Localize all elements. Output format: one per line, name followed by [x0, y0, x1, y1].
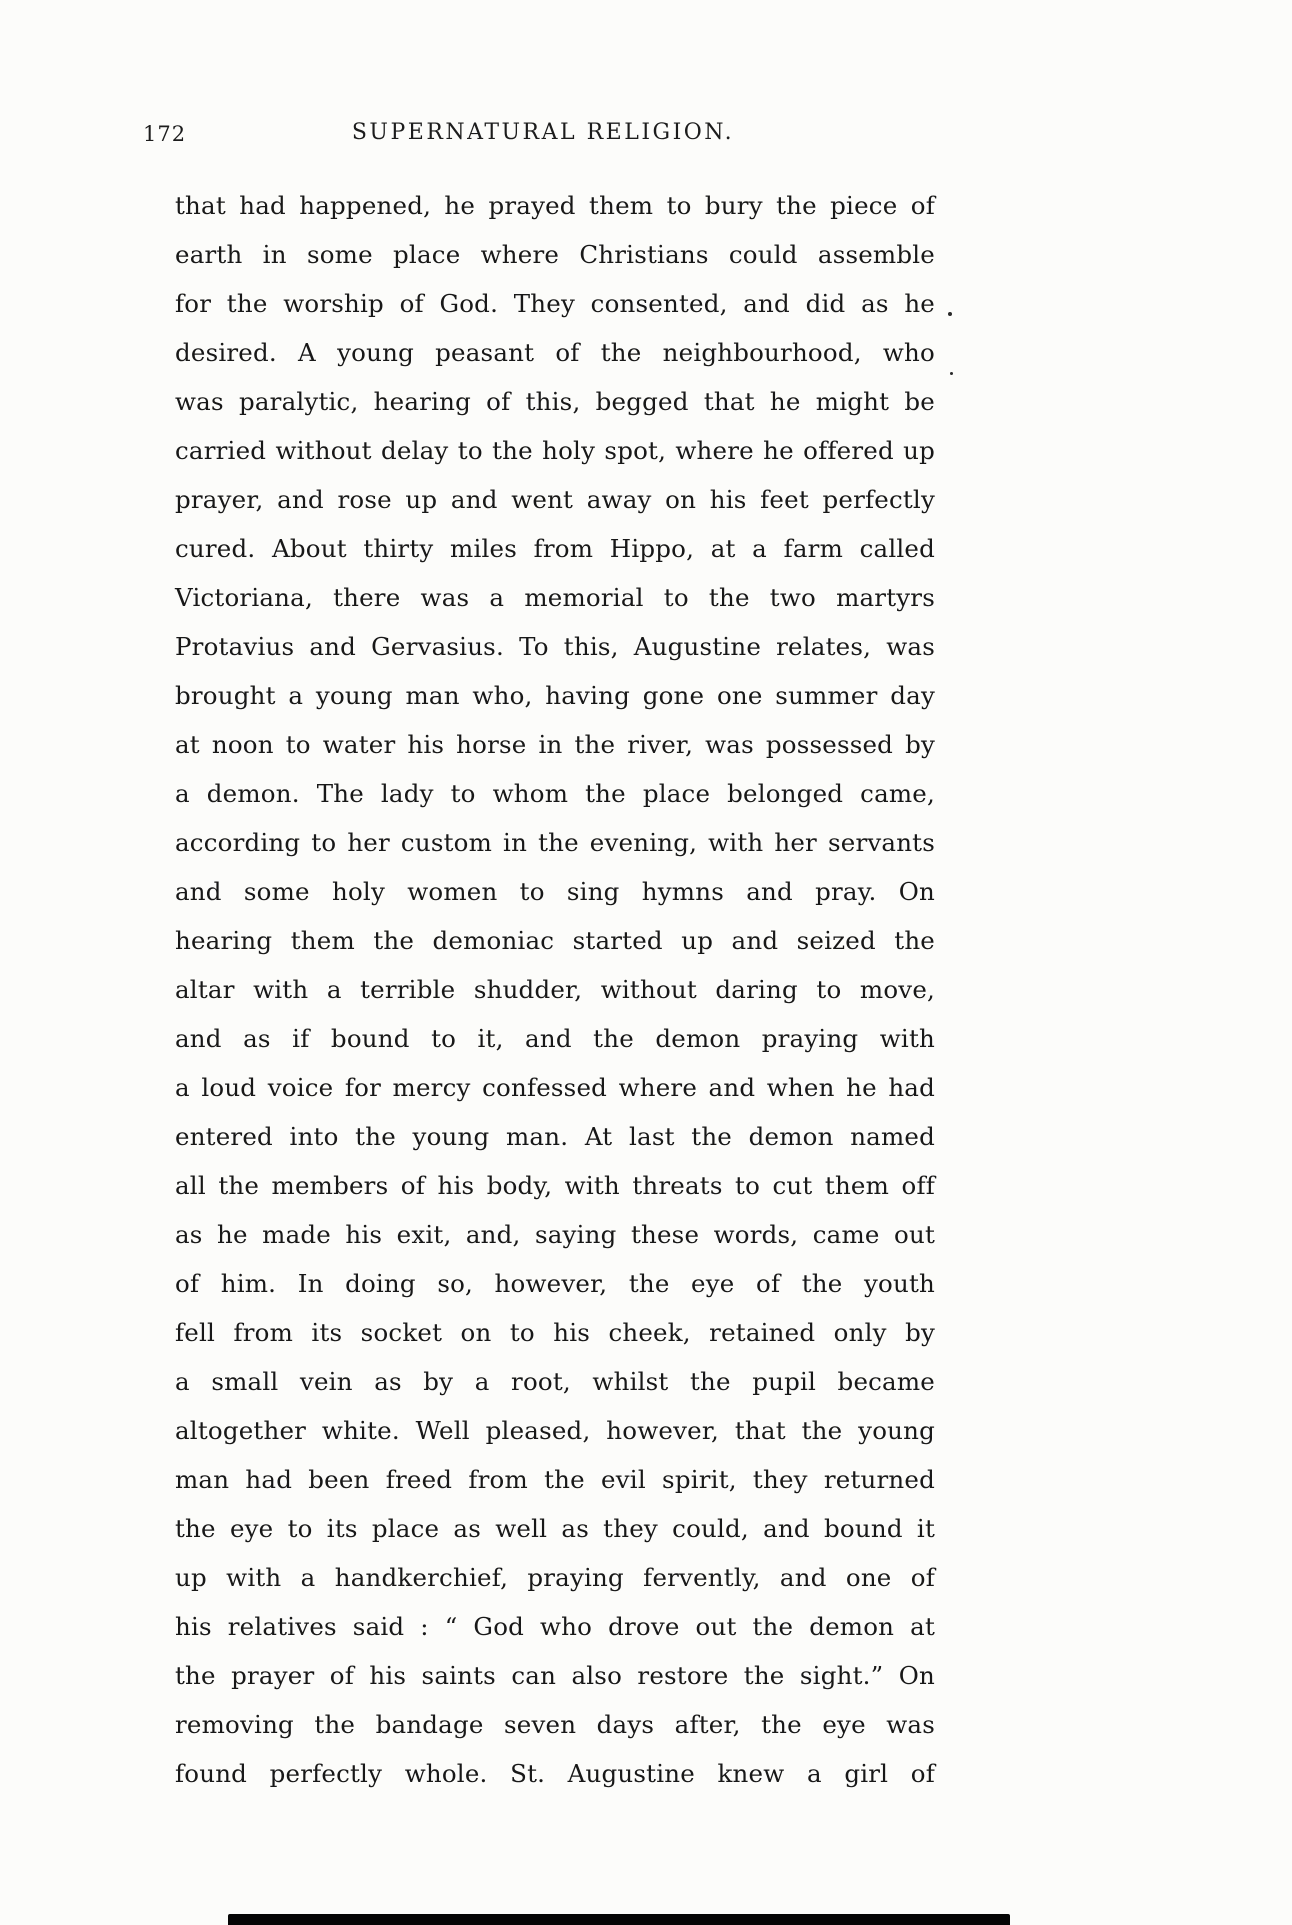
text-line: and some holy women to sing hymns and pray. On	[175, 877, 935, 906]
text-line: a demon. The lady to whom the place belonged came,	[175, 779, 935, 808]
text-line: Victoriana, there was a memorial to the two martyrs	[175, 583, 935, 612]
text-line: according to her custom in the evening, with her servants	[175, 828, 935, 857]
text-line: all the members of his body, with threats to cut them off	[175, 1171, 935, 1200]
text-line: Protavius and Gervasius. To this, Augustine relates, was	[175, 632, 935, 661]
page-number: 172	[143, 122, 187, 146]
scan-artifact-bar	[228, 1914, 1010, 1925]
text-line: a loud voice for mercy confessed where and when he had	[175, 1073, 935, 1102]
text-line: carried without delay to the holy spot, where he offered up	[175, 436, 935, 465]
scan-speck	[948, 312, 952, 316]
scan-speck	[950, 372, 953, 375]
text-line: hearing them the demoniac started up and seized the	[175, 926, 935, 955]
text-line: altogether white. Well pleased, however, that the young	[175, 1416, 935, 1445]
text-line: earth in some place where Christians could assemble	[175, 240, 935, 269]
text-line: that had happened, he prayed them to bury the piece of	[175, 191, 935, 220]
running-head	[143, 120, 943, 150]
text-line: a small vein as by a root, whilst the pupil became	[175, 1367, 935, 1396]
text-line: entered into the young man. At last the demon named	[175, 1122, 935, 1151]
page-title: SUPERNATURAL RELIGION.	[351, 120, 735, 145]
body-text	[175, 181, 935, 1798]
text-line: prayer, and rose up and went away on his feet perfectly	[175, 485, 935, 514]
text-line: at noon to water his horse in the river, was possessed by	[175, 730, 935, 759]
text-line: altar with a terrible shudder, without daring to move,	[175, 975, 935, 1004]
text-line: as he made his exit, and, saying these words, came out	[175, 1220, 935, 1249]
text-line: brought a young man who, having gone one summer day	[175, 681, 935, 710]
text-line: was paralytic, hearing of this, begged that he might be	[175, 387, 935, 416]
text-line: desired. A young peasant of the neighbourhood, who	[175, 338, 935, 367]
text-line: his relatives said : “ God who drove out the demon at	[175, 1612, 935, 1641]
text-line: man had been freed from the evil spirit, they returned	[175, 1465, 935, 1494]
text-line: and as if bound to it, and the demon praying with	[175, 1024, 935, 1053]
text-line: found perfectly whole. St. Augustine knew a girl of	[175, 1759, 935, 1788]
text-line: the prayer of his saints can also restore the sight.” On	[175, 1661, 935, 1690]
text-line: for the worship of God. They consented, and did as he	[175, 289, 935, 318]
text-line: cured. About thirty miles from Hippo, at a farm called	[175, 534, 935, 563]
text-line: removing the bandage seven days after, the eye was	[175, 1710, 935, 1739]
text-line: of him. In doing so, however, the eye of the youth	[175, 1269, 935, 1298]
text-line: up with a handkerchief, praying fervently, and one of	[175, 1563, 935, 1592]
text-line: the eye to its place as well as they could, and bound it	[175, 1514, 935, 1543]
text-line: fell from its socket on to his cheek, retained only by	[175, 1318, 935, 1347]
